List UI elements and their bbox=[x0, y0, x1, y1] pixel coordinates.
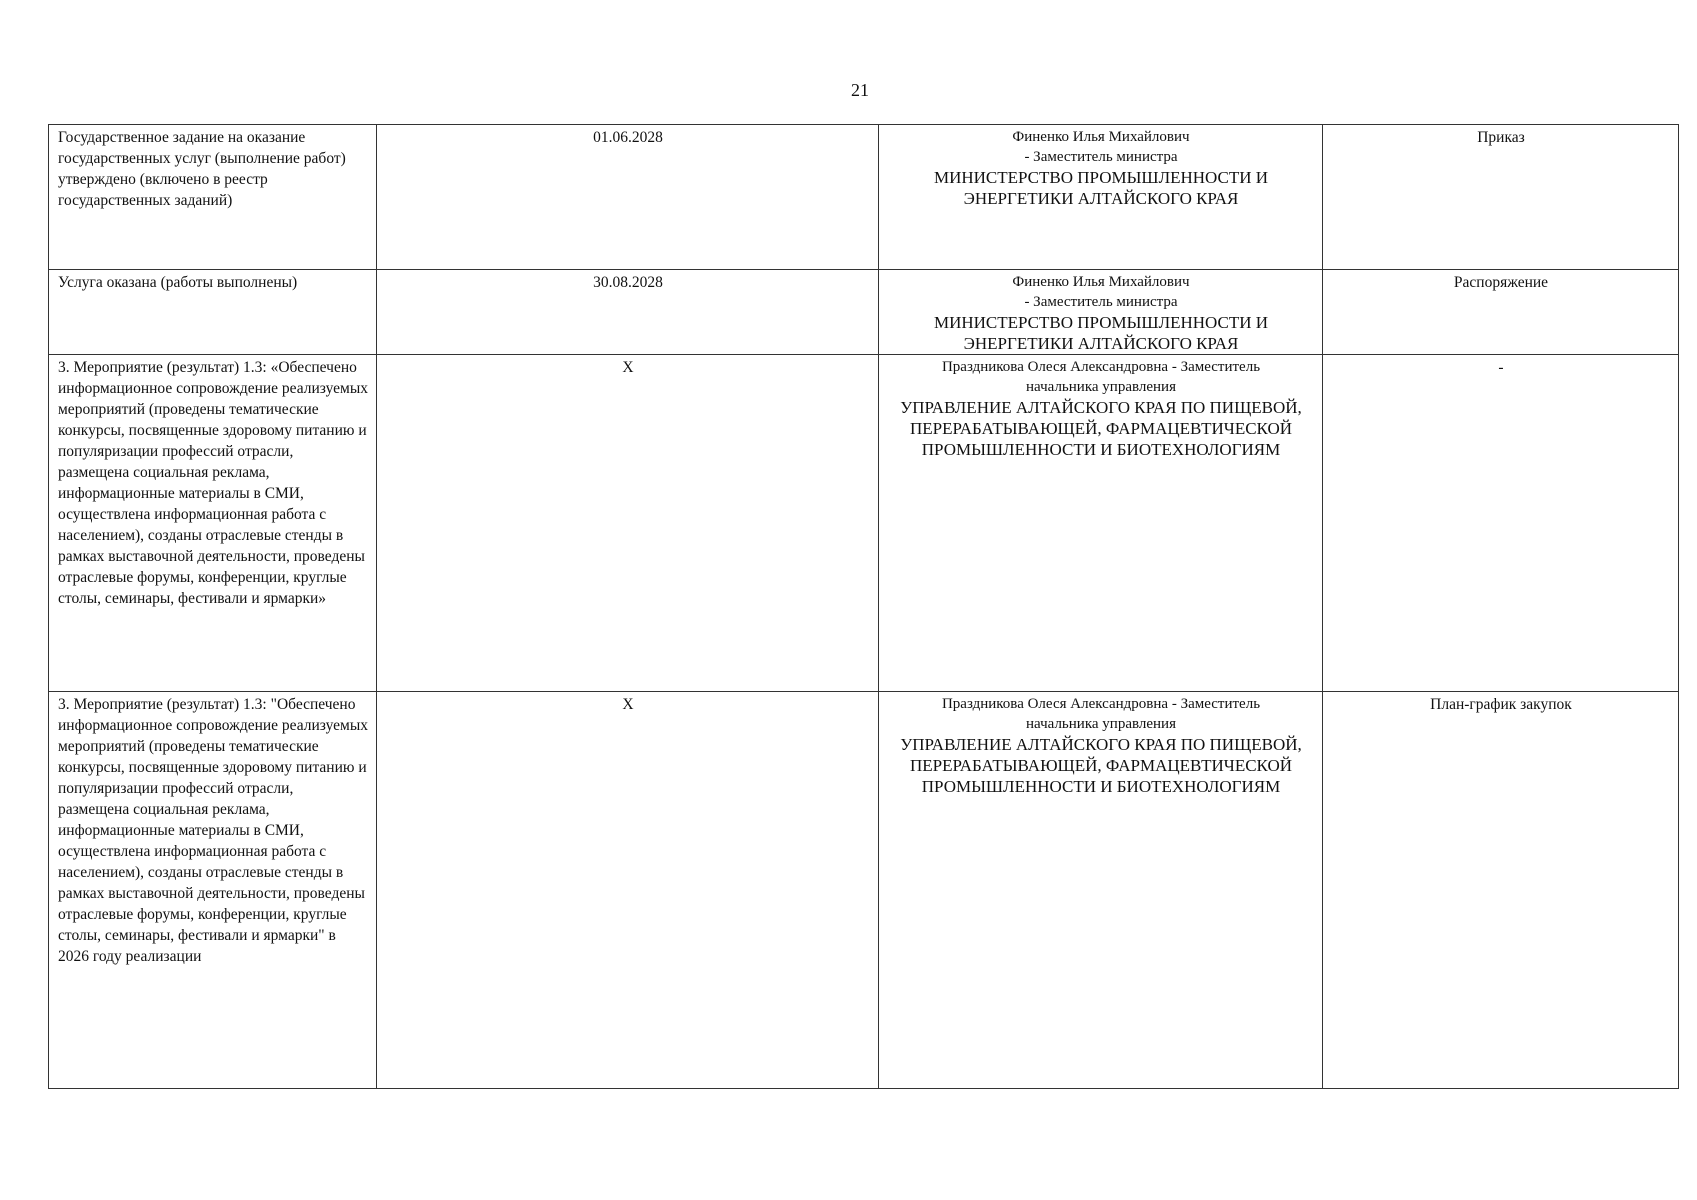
responsible-person: Праздникова Олеся Александровна - Заместитель bbox=[941, 359, 1261, 375]
responsible-organization: УПРАВЛЕНИЕ АЛТАЙСКОГО КРАЯ ПО ПИЩЕВОЙ, ПЕРЕРАБАТЫВАЮЩЕЙ, ФАРМАЦЕВТИЧЕСКОЙ ПРОМЫШЛЕННОСТИ И БИОТЕХНОЛОГИЯМ bbox=[900, 735, 1302, 796]
document-cell bbox=[1323, 355, 1679, 692]
control-points-table bbox=[48, 124, 1679, 1089]
document-type: Приказ bbox=[1477, 129, 1525, 146]
responsible-organization: УПРАВЛЕНИЕ АЛТАЙСКОГО КРАЯ ПО ПИЩЕВОЙ, ПЕРЕРАБАТЫВАЮЩЕЙ, ФАРМАЦЕВТИЧЕСКОЙ ПРОМЫШЛЕННОСТИ И БИОТЕХНОЛОГИЯМ bbox=[900, 398, 1302, 459]
table-row bbox=[49, 125, 1679, 270]
responsible-person: Финенко Илья Михайлович bbox=[1012, 274, 1190, 290]
responsible-position: - Заместитель министра bbox=[1024, 149, 1178, 165]
responsible-cell bbox=[879, 270, 1323, 355]
responsible-position: - Заместитель министра bbox=[1024, 294, 1178, 310]
description-cell bbox=[49, 692, 377, 1089]
description-text: 3. Мероприятие (результат) 1.3: "Обеспечено информационное сопровождение реализуемых мероприятий (проведены тематические конкурсы, посвященные здоровому питанию и популяризации профессий отрасли, размещена социальная реклама, информационные материалы в СМИ, осуществлена информационная работа с населением), созданы отраслевые стенды в рамках выставочной деятельности, проведены отраслевые форумы, конференции, круглые столы, семинары, фестивали и ярмарки" в 2026 году реализации bbox=[58, 696, 368, 965]
date-cell bbox=[377, 125, 879, 270]
date-text: 30.08.2028 bbox=[593, 274, 663, 291]
date-text: X bbox=[622, 359, 634, 376]
table-row bbox=[49, 270, 1679, 355]
responsible-cell bbox=[879, 355, 1323, 692]
page-number: 21 bbox=[851, 80, 869, 100]
document-cell bbox=[1323, 692, 1679, 1089]
responsible-organization: МИНИСТЕРСТВО ПРОМЫШЛЕННОСТИ И ЭНЕРГЕТИКИ АЛТАЙСКОГО КРАЯ bbox=[933, 168, 1269, 208]
responsible-person: Финенко Илья Михайлович bbox=[1012, 129, 1190, 145]
description-cell bbox=[49, 270, 377, 355]
responsible-position: начальника управления bbox=[1026, 379, 1176, 395]
table-row bbox=[49, 692, 1679, 1089]
date-cell bbox=[377, 692, 879, 1089]
description-text: Услуга оказана (работы выполнены) bbox=[58, 274, 298, 291]
responsible-position: начальника управления bbox=[1026, 716, 1176, 732]
document-cell bbox=[1323, 270, 1679, 355]
date-text: 01.06.2028 bbox=[593, 129, 663, 146]
responsible-cell bbox=[879, 125, 1323, 270]
date-cell bbox=[377, 270, 879, 355]
description-text: Государственное задание на оказание государственных услуг (выполнение работ) утверждено (включено в реестр государственных заданий) bbox=[58, 129, 346, 209]
table-row bbox=[49, 355, 1679, 692]
description-cell bbox=[49, 125, 377, 270]
document-type: Распоряжение bbox=[1453, 274, 1549, 291]
responsible-cell bbox=[879, 692, 1323, 1089]
responsible-organization: МИНИСТЕРСТВО ПРОМЫШЛЕННОСТИ И ЭНЕРГЕТИКИ АЛТАЙСКОГО КРАЯ bbox=[933, 313, 1269, 353]
description-text: 3. Мероприятие (результат) 1.3: «Обеспечено информационное сопровождение реализуемых мероприятий (проведены тематические конкурсы, посвященные здоровому питанию и популяризации профессий отрасли, размещена социальная реклама, информационные материалы в СМИ, осуществлена информационная работа с населением), созданы отраслевые стенды в рамках выставочной деятельности, проведены отраслевые форумы, конференции, круглые столы, семинары, фестивали и ярмарки» bbox=[58, 359, 368, 607]
responsible-person: Праздникова Олеся Александровна - Заместитель bbox=[941, 696, 1261, 712]
date-cell bbox=[377, 355, 879, 692]
date-text: X bbox=[622, 696, 634, 713]
description-cell bbox=[49, 355, 377, 692]
document-type: - bbox=[1498, 359, 1504, 376]
document-cell bbox=[1323, 125, 1679, 270]
document-type: План-график закупок bbox=[1430, 696, 1572, 713]
